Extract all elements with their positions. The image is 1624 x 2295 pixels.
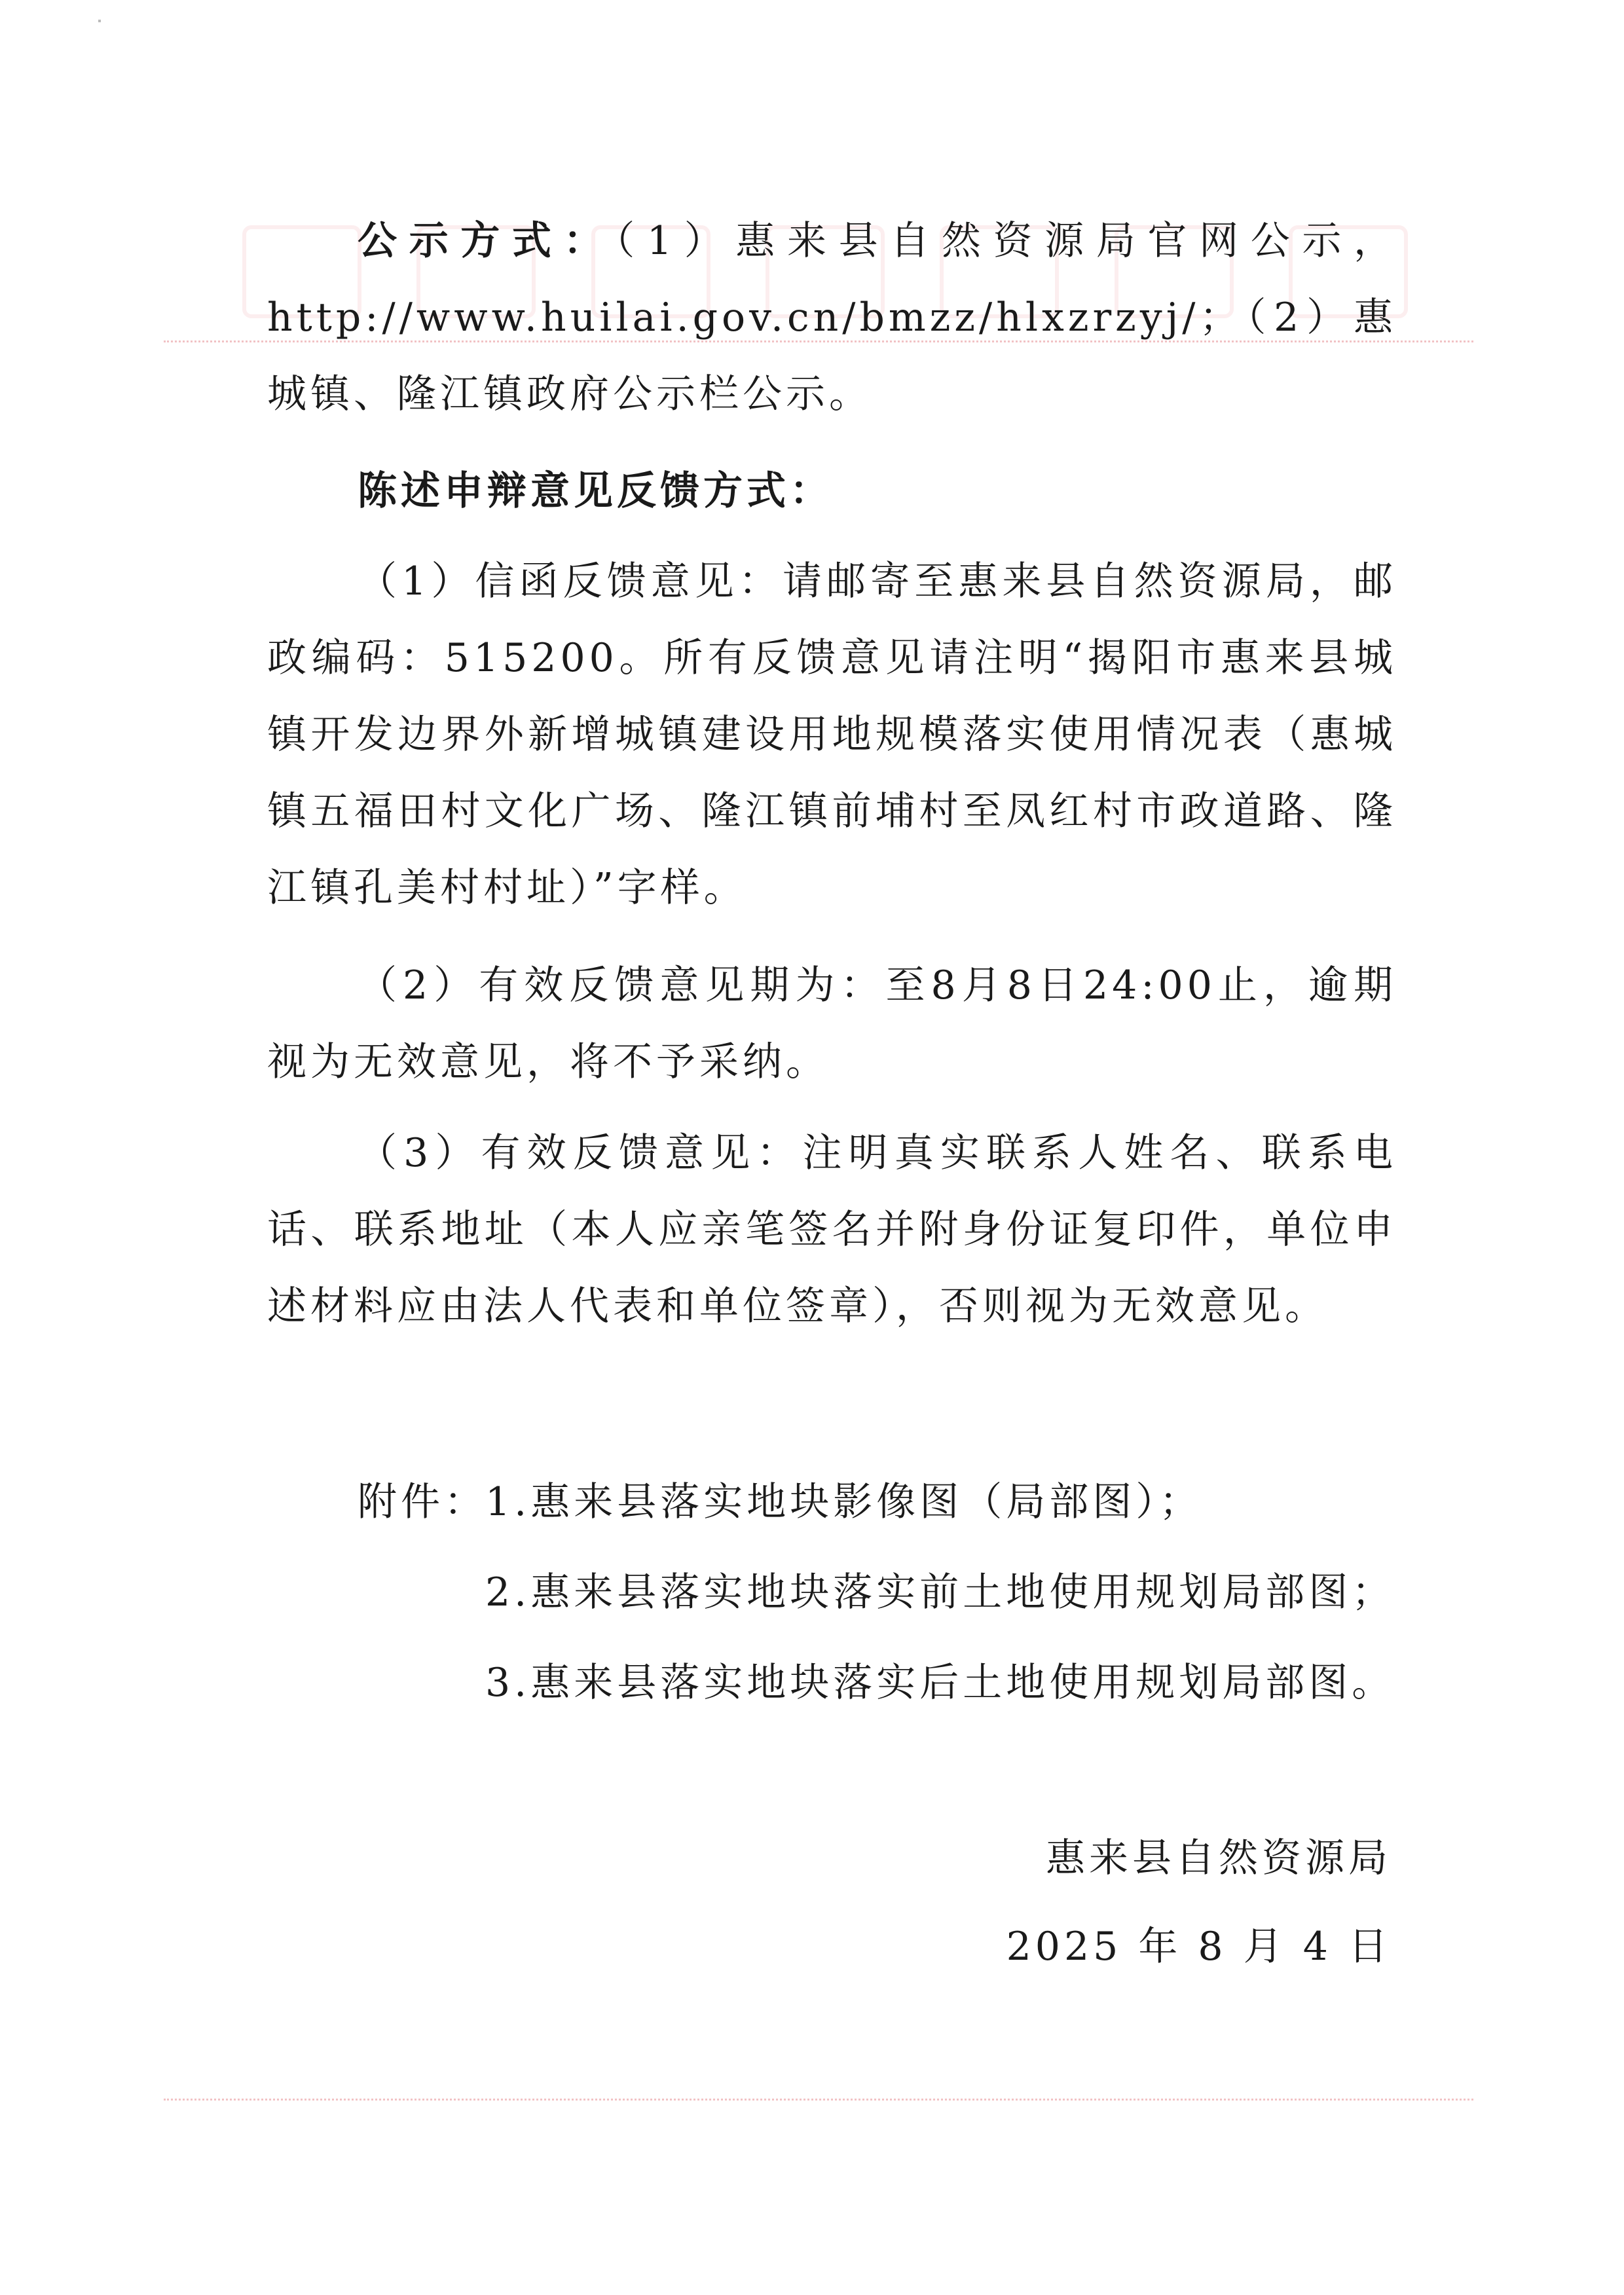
attachments-label: 附件：: [358, 1479, 487, 1525]
signature-date: 2025 年 8 月 4 日: [1006, 1924, 1392, 1970]
attachment-item-2: 2.惠来县落实地块落实前土地使用规划局部图；: [485, 1570, 1395, 1615]
feedback-item-2: （2）有效反馈意见期为：至8月8日24:00止，逾期视为无效意见，将不予采纳。: [267, 963, 1397, 1085]
attachment-item-1: 1.惠来县落实地块影像图（局部图）；: [485, 1479, 1203, 1525]
feedback-item-3: （3）有效反馈意见：注明真实联系人姓名、联系电话、联系地址（本人应亲笔签名并附身份证复印件，单位申述材料应由法人代表和单位签章），否则视为无效意见。: [267, 1130, 1397, 1329]
scan-speck: [98, 20, 101, 22]
publicity-label: 公示方式：: [358, 218, 616, 264]
feedback-heading: 陈述申辩意见反馈方式：: [358, 468, 833, 514]
attachment-item-3: 3.惠来县落实地块落实后土地使用规划局部图。: [485, 1660, 1395, 1706]
seal-bleed-band-bottom: [164, 2099, 1473, 2101]
feedback-item-1: （1）信函反馈意见：请邮寄至惠来县自然资源局，邮政编码：515200。所有反馈意见请注明“揭阳市惠来县城镇开发边界外新增城镇建设用地规模落实使用情况表（惠城镇五福田村文化广场、隆江镇前埔村至凤红村市政道路、隆江镇孔美村村址）”字样。: [267, 559, 1397, 911]
signature-organization: 惠来县自然资源局: [1046, 1835, 1392, 1881]
publicity-paragraph: [267, 203, 1397, 433]
publicity-text: （1）惠来县自然资源局官网公示，http://www.huilai.gov.cn/bmzz/hlxzrzyj/；（2）惠城镇、隆江镇政府公示栏公示。: [267, 218, 1397, 417]
